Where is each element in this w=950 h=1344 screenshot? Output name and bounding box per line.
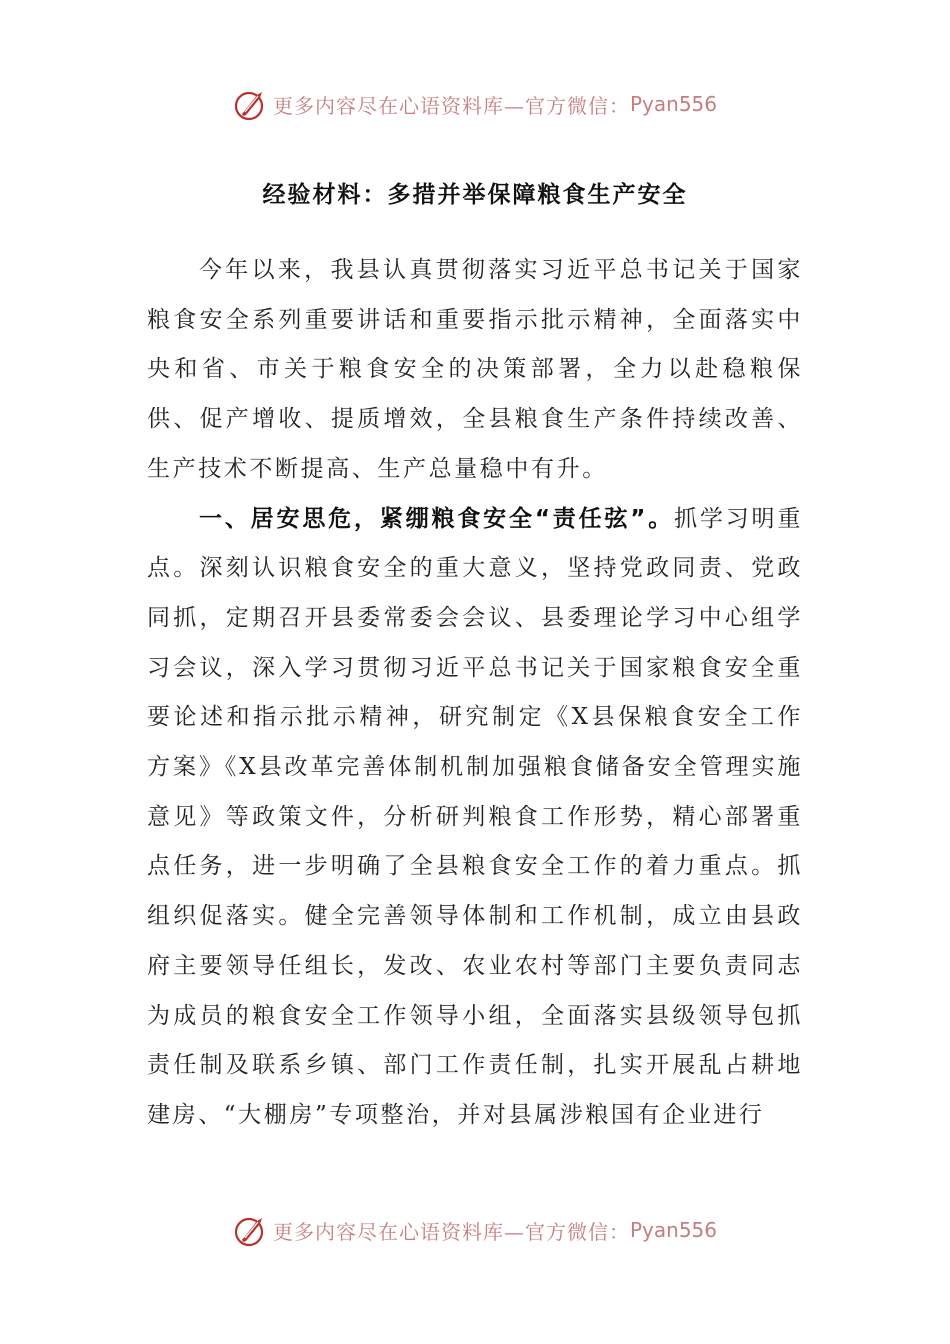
document-title: 经验材料：多措并举保障粮食生产安全 [262,182,688,208]
paragraph [147,246,803,495]
paragraph [147,495,803,1141]
paragraph-text: 抓学习明重点。深刻认识粮食安全的重大意义，坚持党政同责、党政同抓，定期召开县委常委会会议、县委理论学习中心组学习会议，深入学习贯彻习近平总书记关于国家粮食安全重要论述和指示批示精神，研究制定《X县保粮食安全工作方案》《X县改革完善体制机制加强粮食储备安全管理实施意见》等政策文件，分析研判粮食工作形势，精心部署重点任务，进一步明确了全县粮食安全工作的着力重点。抓组织促落实。健全完善领导体制和工作机制，成立由县政府主要领导任组长，发改、农业农村等部门主要负责同志为成员的粮食安全工作领导小组，全面落实县级领导包抓责任制及联系乡镇、部门工作责任制，扎实开展乱占耕地建房、“大棚房”专项整治，并对县属涉粮国有企业进行 [147,505,803,1128]
watermark-text: 更多内容尽在心语资料库—官方微信： [272,1219,630,1244]
document-body [147,246,803,1141]
pen-nib-logo-icon [233,1212,269,1248]
paragraph-text: 今年以来，我县认真贯彻落实习近平总书记关于国家粮食安全系列重要讲话和重要指示批示精神，全面落实中央和省、市关于粮食安全的决策部署，全力以赴稳粮保供、促产增收、提质增效，全县粮食生产条件持续改善、生产技术不断提高、生产总量稳中有升。 [147,257,803,482]
watermark-text: 更多内容尽在心语资料库—官方微信： [272,93,630,118]
watermark-wechat-id: Pyan556 [629,92,717,116]
watermark-wechat-id: Pyan556 [629,1218,717,1242]
watermark-header [0,82,950,126]
pen-nib-logo-icon [233,86,269,122]
watermark-footer [0,1208,950,1252]
section-heading: 一、居安思危，紧绷粮食安全“责任弦”。 [199,505,675,532]
